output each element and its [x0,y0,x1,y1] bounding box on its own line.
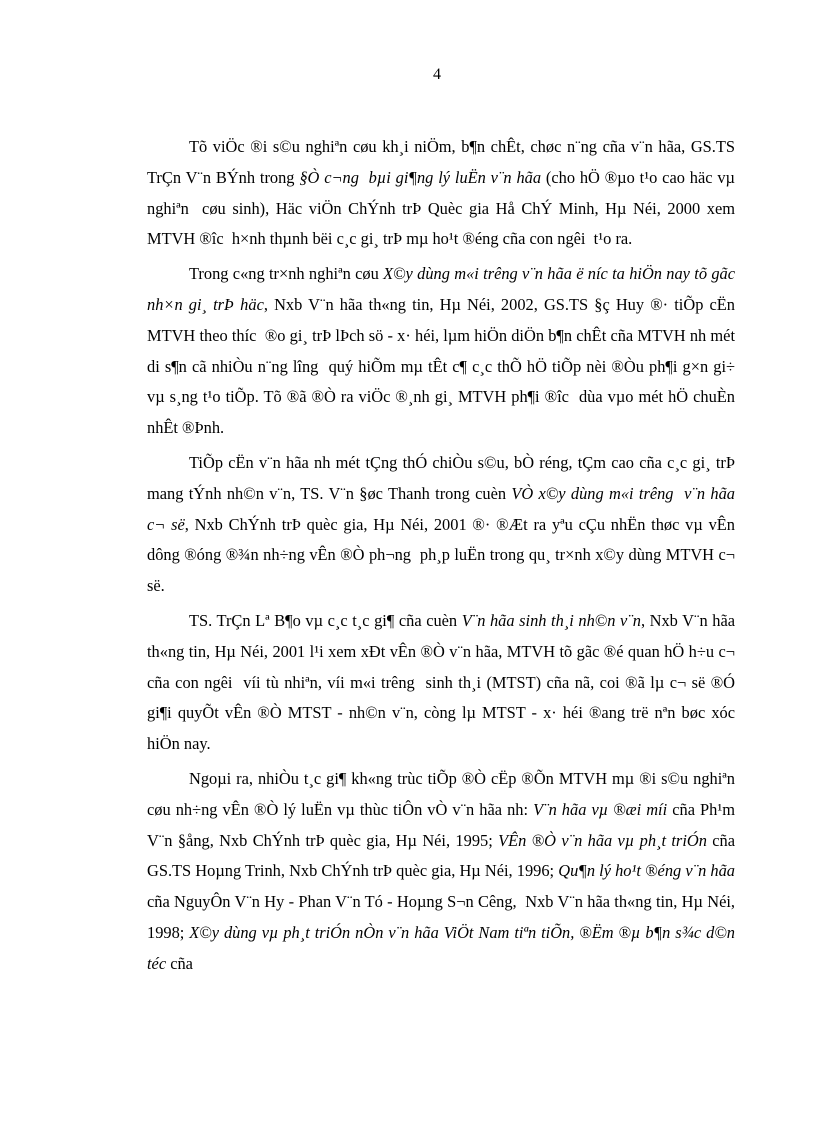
paragraph-5 [147,764,740,980]
book-title: VÒ x©y dùng m«i trêng v¨n hãa c¬ së [147,483,740,534]
text-segment: , Nxb ChÝnh trÞ quèc gia, Hµ Néi, 2001 ®· ®Æt ra yªu cÇu nhËn thøc vµ vÊn dông ®óng ®¾n nh÷ng vÊn ®Ò ph¬ng ph¸p luËn trong qu¸ tr×nh x©y dùng MTVH c¬ së. [147,514,740,596]
paragraph-2 [147,259,740,444]
text-segment: Tõ viÖc ®i s©u nghiªn cøu kh¸i niÖm, b¶n chÊt, chøc n¨ng cña v¨n hãa, GS.TS TrÇn V¨n BÝnh trong [147,137,739,187]
text-segment: , Nxb V¨n hãa th«ng tin, Hµ Néi, 2001 l¹i xem xÐt vÊn ®Ò v¨n hãa, MTVH tõ gãc ®é quan hÖ h÷u c¬ cña con ngêi víi tù nhiªn, víi m«i trêng sinh th¸i (MTST) cña nã, coi ®ã lµ c¬ së ®Ó gi¶i quyÕt vÊn ®Ò MTST - nh©n v¨n, còng lµ MTST - x· héi ®ang trë nªn bøc xóc hiÖn nay. [147,610,740,754]
text-segment: (cho hÖ ®µo t¹o cao häc vµ nghiªn cøu sinh), Häc viÖn ChÝnh trÞ Quèc gia Hå ChÝ Minh, Hµ Néi, 2000 xem MTVH ®îc h×nh thµnh bëi c¸c gi¸ trÞ mµ ho¹t ®éng cña con ngêi t¹o ra. [147,167,740,249]
paragraph-4 [147,606,740,760]
text-segment: cña Ph¹m V¨n §ång, Nxb ChÝnh trÞ quèc gia, Hµ Néi, 1995; [147,799,739,850]
book-title: VÊn ®Ò v¨n hãa vµ ph¸t triÓn [498,830,707,850]
text-segment: TS. TrÇn Lª B¶o vµ c¸c t¸c gi¶ cña cuèn [189,610,462,630]
book-title: X©y dùng vµ ph¸t triÓn nÒn v¨n hãa ViÖt Nam tiªn tiÕn, ®Ëm ®µ b¶n s¾c d©n téc [147,922,740,973]
document-body [147,132,740,984]
book-title: §Ò c¬ng bµi gi¶ng lý luËn v¨n hãa [299,167,542,187]
text-segment: cña GS.TS Hoµng Trinh, Nxb ChÝnh trÞ quèc gia, Hµ Néi, 1996; [147,830,740,881]
paragraph-3 [147,448,740,602]
page-number: 4 [433,66,441,83]
text-segment: cña [166,953,193,973]
book-title: Qu¶n lý ho¹t ®éng v¨n hãa [558,861,735,881]
book-title: V¨n hãa vµ ®æi míi [533,799,668,819]
text-segment: Ngoµi ra, nhiÒu t¸c gi¶ kh«ng trùc tiÕp ®Ò cËp ®Õn MTVH mµ ®i s©u nghiªn cøu nh÷ng vÊn ®Ò lý luËn vµ thùc tiÔn vÒ v¨n hãa nh: [147,768,740,819]
text-segment: Trong c«ng tr×nh nghiªn cøu [189,264,384,284]
paragraph-1 [147,132,740,255]
book-title: X©y dùng m«i trêng v¨n hãa ë níc ta hiÖn nay tõ gãc nh×n gi¸ trÞ häc [147,264,740,314]
book-title: V¨n hãa sinh th¸i nh©n v¨n [461,610,641,630]
text-segment: TiÕp cËn v¨n hãa nh mét tÇng thÓ chiÒu s©u, bÒ réng, tÇm cao cña c¸c gi¸ trÞ mang tÝnh nh©n v¨n, TS. V¨n §øc Thanh trong cuèn [147,452,740,503]
text-segment: cña NguyÔn V¨n Hy - Phan V¨n Tó - Hoµng S¬n Cêng, Nxb V¨n hãa th«ng tin, Hµ Néi, 1998; [147,861,740,942]
text-segment: , Nxb V¨n hãa th«ng tin, Hµ Néi, 2002, GS.TS §ç Huy ®· tiÕp cËn MTVH theo thíc ®o gi¸ trÞ lÞch sö - x· héi, lµm hiÖn diÖn b¶n chÊt cña MTVH nh mét di s¶n cã nhiÒu n¨ng lîng quý hiÕm mµ tÊt c¶ c¸c thÕ hÖ tiÕp nèi ®Òu ph¶i g×n gi÷ vµ s¸ng t¹o tiÕp. Tõ ®ã ®Ò ra viÖc ®¸nh gi¸ MTVH ph¶i ®îc dùa vµo mét hÖ chuÈn nhÊt ®Þnh. [147,294,740,438]
